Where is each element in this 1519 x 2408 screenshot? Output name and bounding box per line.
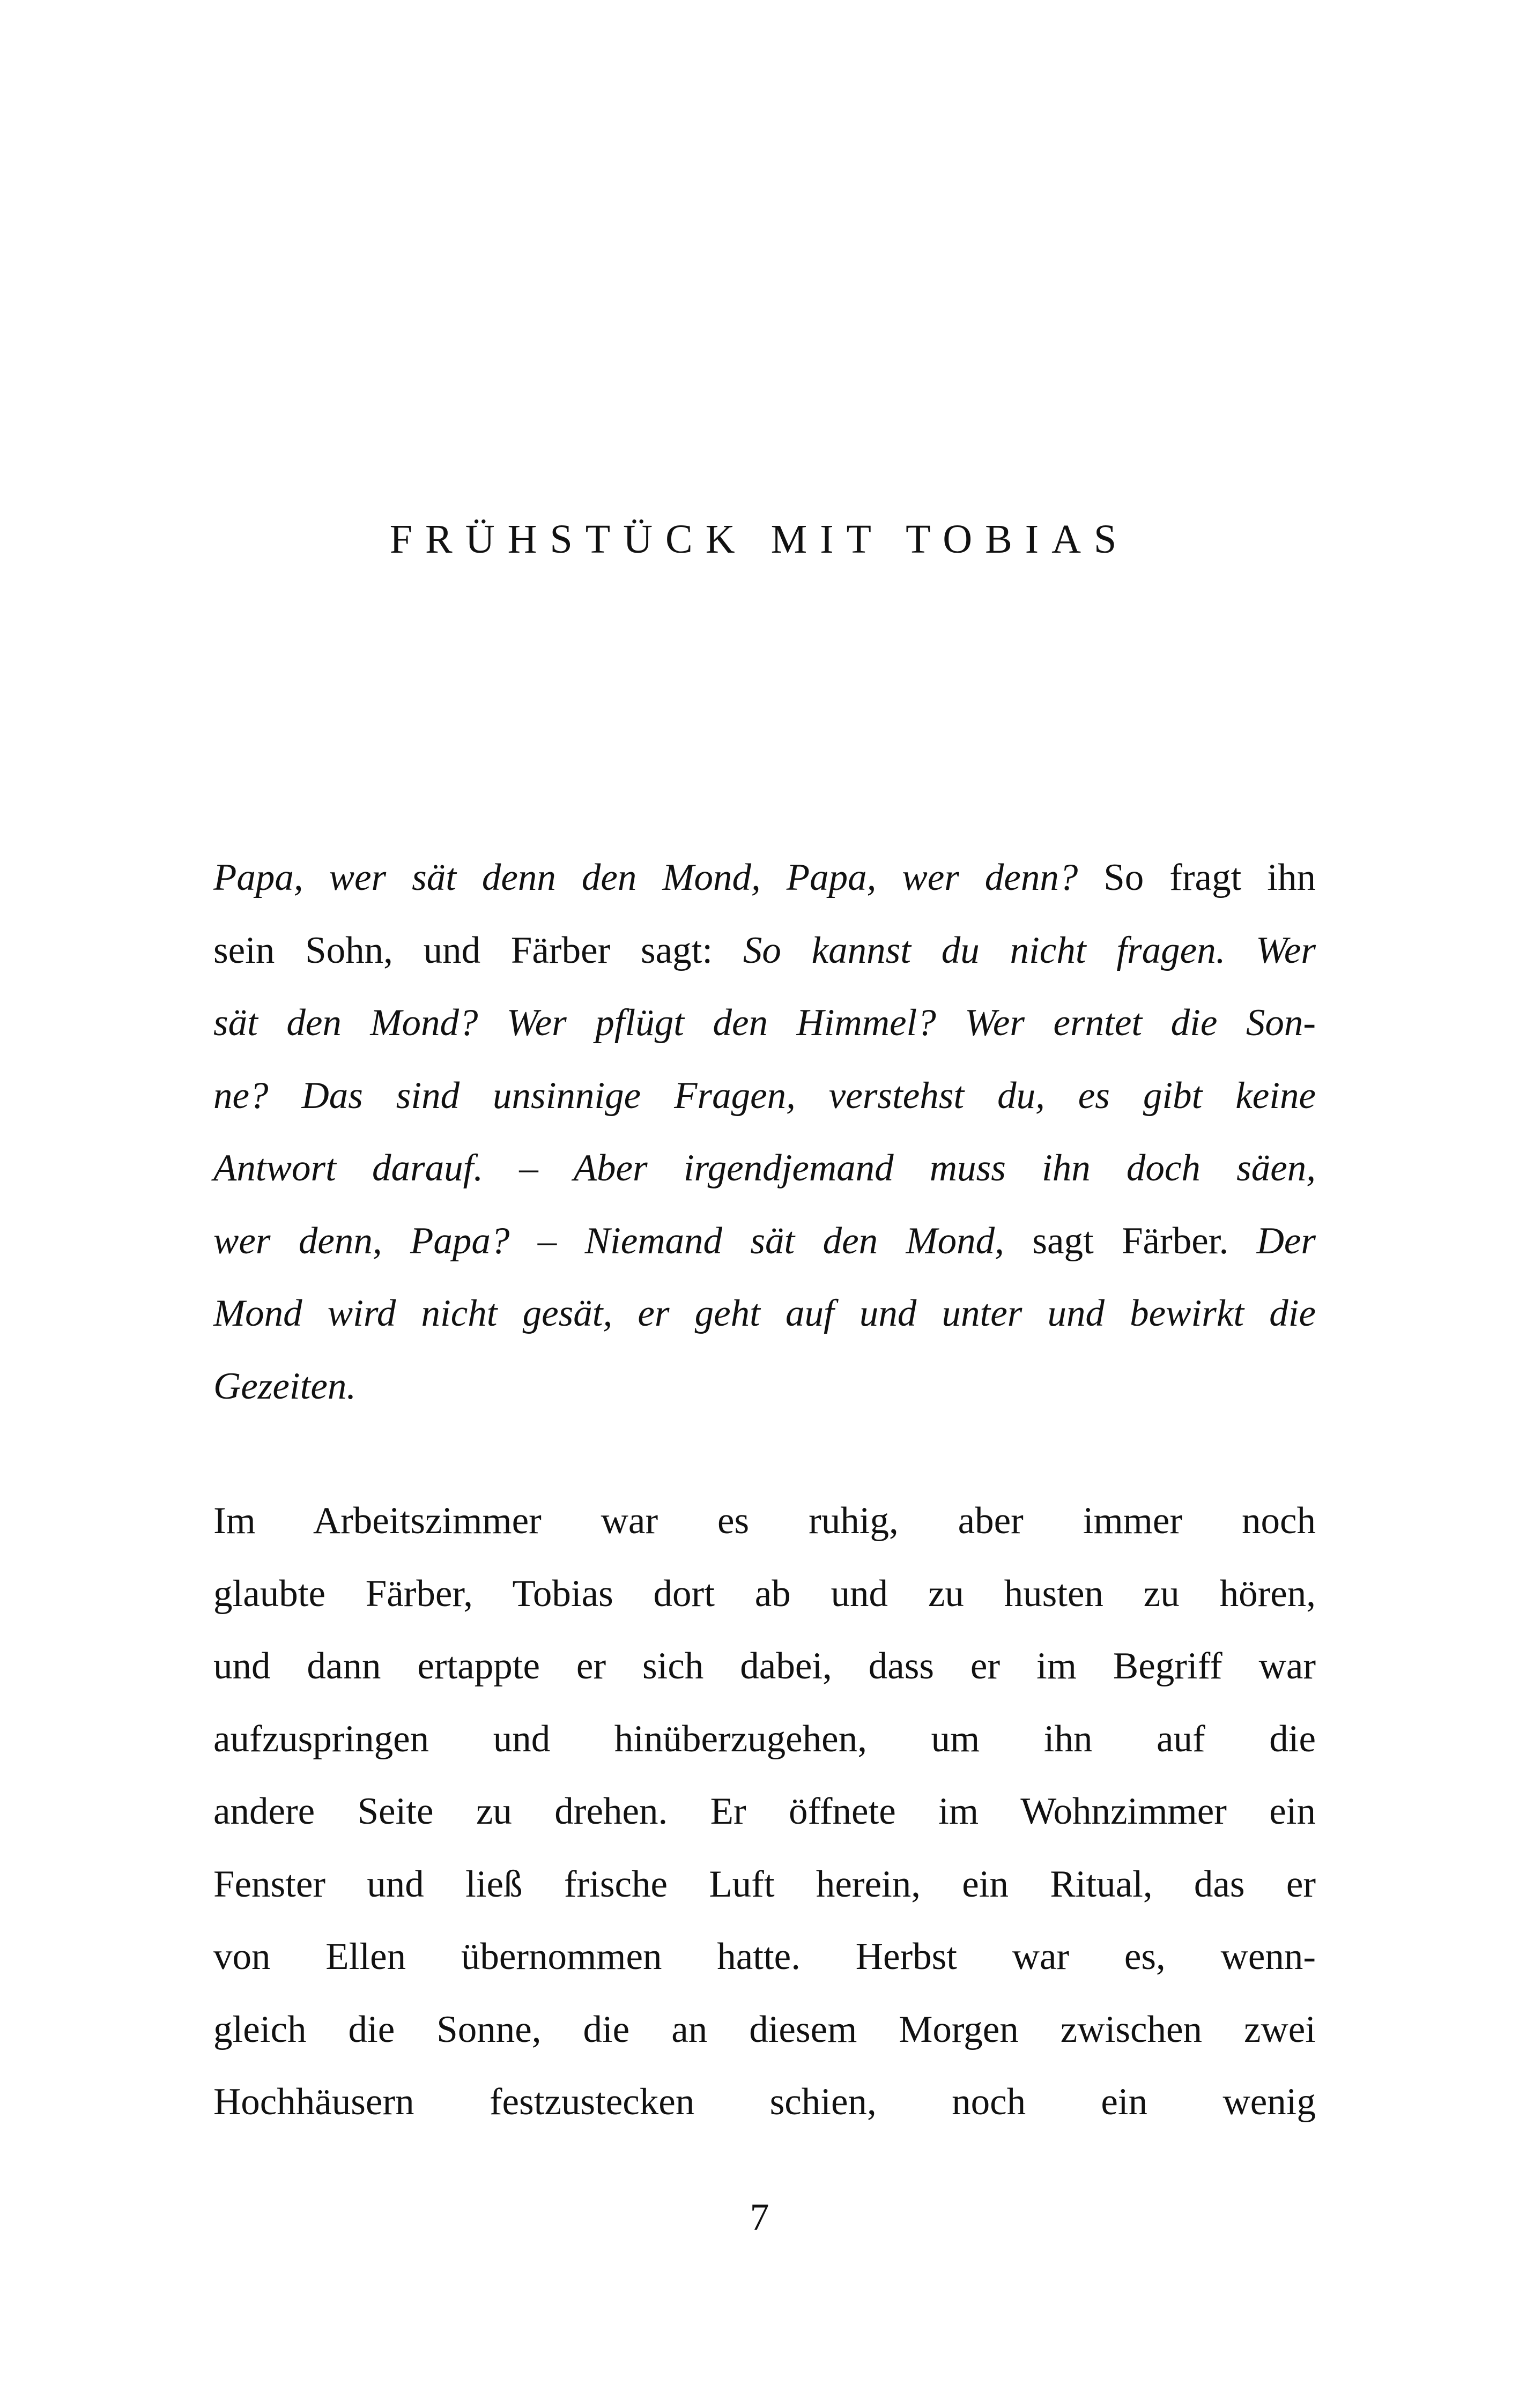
- paragraph-line: Antwort darauf. – Aber irgendjemand muss ihn doch säen,: [213, 1147, 1316, 1189]
- paragraph-line: Hochhäusern festzustecken schien, noch ein wenig: [213, 2081, 1316, 2123]
- paragraph-line: sät den Mond? Wer pflügt den Himmel? Wer erntet die Son-: [213, 1002, 1316, 1044]
- paragraph-line: Mond wird nicht gesät, er geht auf und unter und bewirkt die: [213, 1292, 1316, 1334]
- paragraph-line: Gezeiten.: [213, 1365, 357, 1407]
- paragraph-line: sein Sohn, und Färber sagt: So kannst du nicht fragen. Wer: [213, 929, 1316, 971]
- body-paragraph: [213, 1485, 1316, 2139]
- paragraph-line: und dann ertappte er sich dabei, dass er im Begriff war: [213, 1645, 1316, 1687]
- paragraph-line: aufzuspringen und hinüberzugehen, um ihn auf die: [213, 1718, 1316, 1760]
- paragraph-line: Im Arbeitszimmer war es ruhig, aber immer noch: [213, 1500, 1316, 1542]
- paragraph-line: andere Seite zu drehen. Er öffnete im Wohnzimmer ein: [213, 1790, 1316, 1832]
- paragraph-line: Fenster und ließ frische Luft herein, ein Ritual, das er: [213, 1863, 1316, 1905]
- paragraph-line: gleich die Sonne, die an diesem Morgen zwischen zwei: [213, 2008, 1316, 2050]
- paragraph-line: ne? Das sind unsinnige Fragen, verstehst du, es gibt keine: [213, 1074, 1316, 1117]
- chapter-title: FRÜHSTÜCK MIT TOBIAS: [389, 517, 1130, 562]
- paragraph-line: von Ellen übernommen hatte. Herbst war es, wenn-: [213, 1936, 1316, 1978]
- opening-paragraph: [213, 842, 1316, 1423]
- paragraph-line: wer denn, Papa? – Niemand sät den Mond, sagt Färber. Der: [213, 1220, 1316, 1262]
- page-number: 7: [750, 2196, 769, 2239]
- paragraph-line: glaubte Färber, Tobias dort ab und zu husten zu hören,: [213, 1572, 1316, 1615]
- paragraph-line: Papa, wer sät denn den Mond, Papa, wer denn? So fragt ihn: [213, 857, 1316, 898]
